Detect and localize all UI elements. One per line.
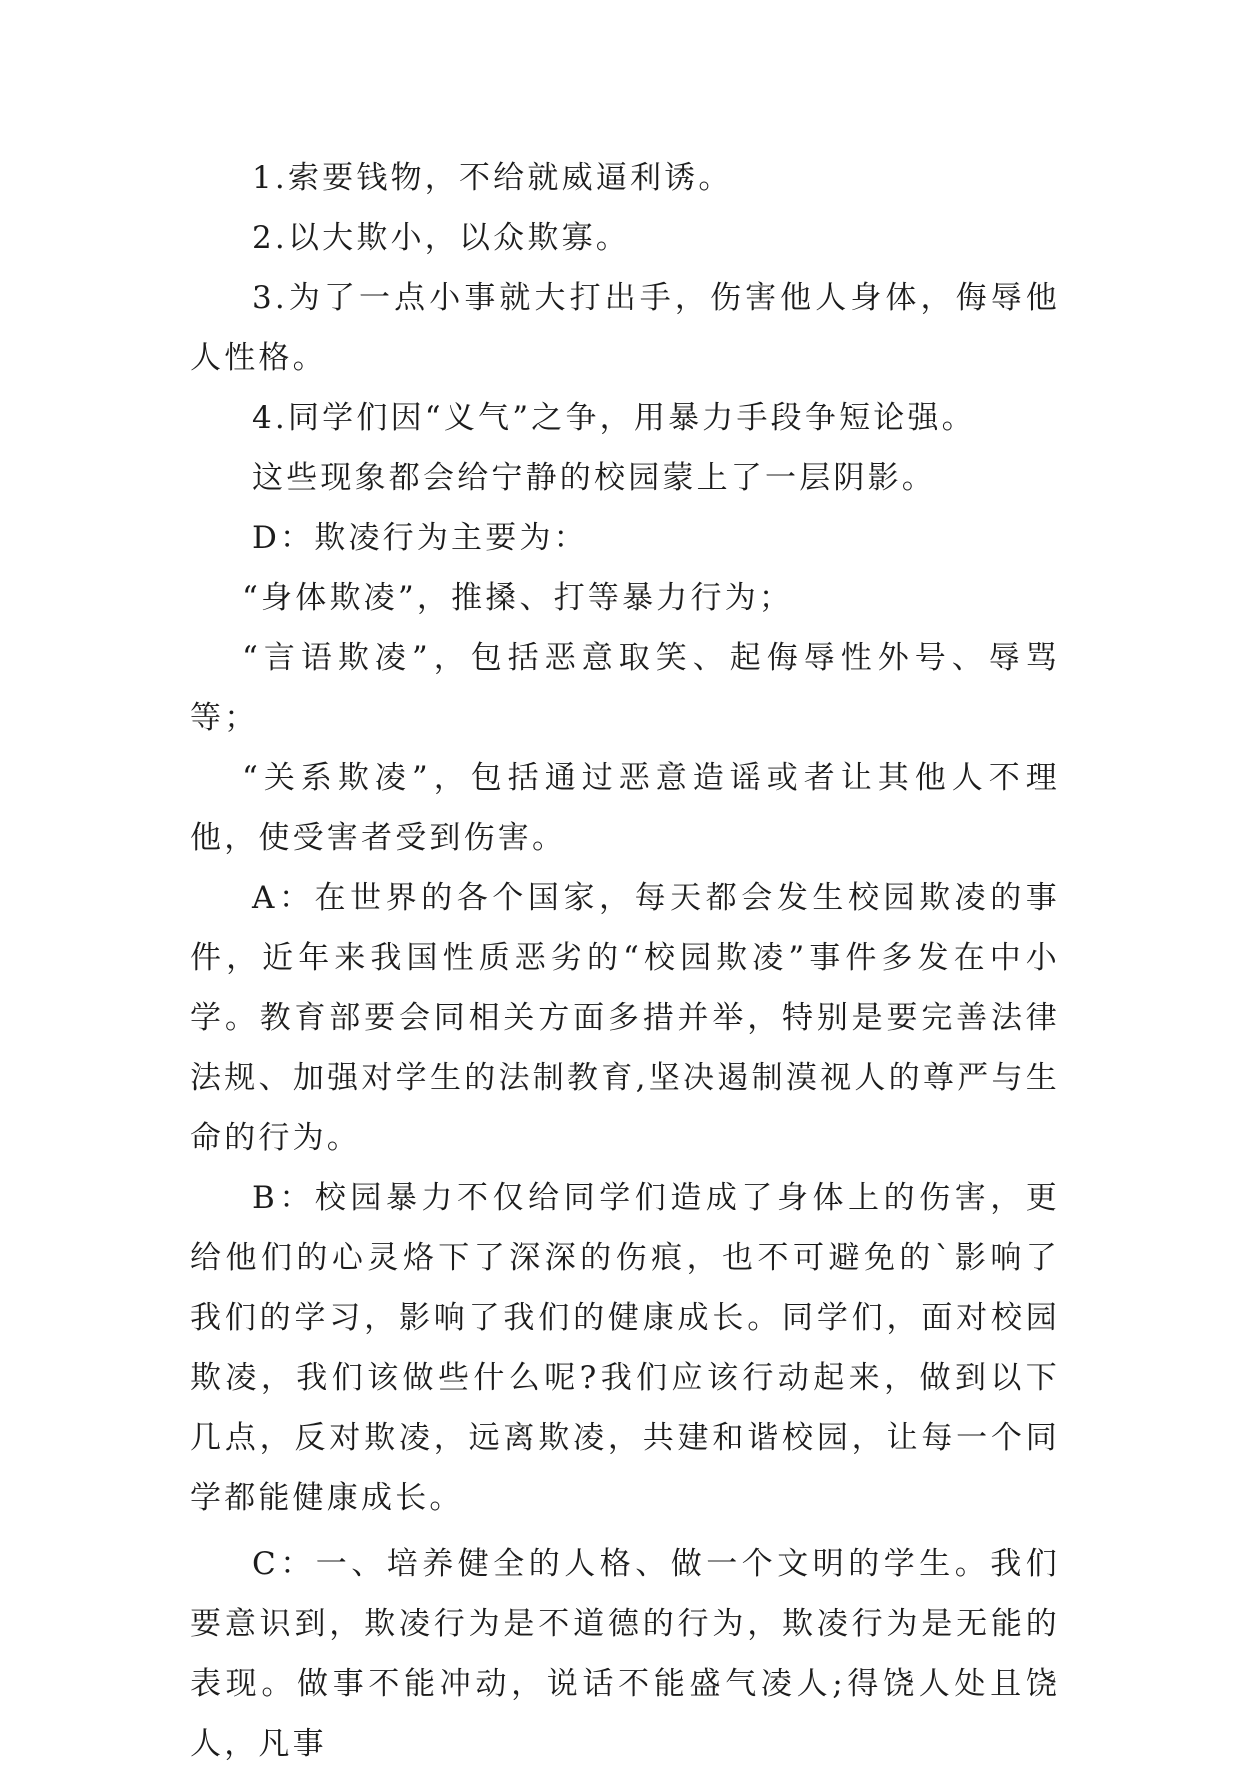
- paragraph-c: C：一、培养健全的人格、做一个文明的学生。我们要意识到，欺凌行为是不道德的行为，欺凌行为是无能的表现。做事不能冲动，说话不能盛气凌人;得饶人处且饶人，凡事: [190, 1546, 1060, 1762]
- paragraph-relational-bullying: “关系欺凌”，包括通过恶意造谣或者让其他人不理他，使受害者受到伤害。: [190, 760, 1060, 856]
- paragraph-summary: 这些现象都会给宁静的校园蒙上了一层阴影。: [252, 460, 936, 496]
- paragraph-d-heading: D：欺凌行为主要为：: [252, 520, 588, 556]
- paragraph-item-4: 4.同学们因“义气”之争，用暴力手段争短论强。: [252, 400, 976, 436]
- paragraph-item-2: 2.以大欺小，以众欺寡。: [252, 220, 630, 256]
- paragraph-physical-bullying: “身体欺凌”，推搡、打等暴力行为；: [242, 580, 794, 616]
- paragraph-item-3: 3.为了一点小事就大打出手，伤害他人身体，侮辱他人性格。: [190, 280, 1060, 376]
- paragraph-b: B：校园暴力不仅给同学们造成了身体上的伤害，更给他们的心灵烙下了深深的伤痕，也不可避免的`影响了我们的学习，影响了我们的健康成长。同学们，面对校园欺凌，我们该做些什么呢?我们应该行动起来，做到以下几点，反对欺凌，远离欺凌，共建和谐校园，让每一个同学都能健康成长。: [190, 1180, 1060, 1516]
- paragraph-a: A：在世界的各个国家，每天都会发生校园欺凌的事件，近年来我国性质恶劣的“校园欺凌”事件多发在中小学。教育部要会同相关方面多措并举，特别是要完善法律法规、加强对学生的法制教育,坚决遏制漠视人的尊严与生命的行为。: [190, 880, 1060, 1156]
- paragraph-item-1: 1.索要钱物，不给就威逼利诱。: [252, 160, 733, 196]
- document-body: [190, 148, 1060, 1774]
- paragraph-verbal-bullying: “言语欺凌”，包括恶意取笑、起侮辱性外号、辱骂等；: [190, 640, 1060, 736]
